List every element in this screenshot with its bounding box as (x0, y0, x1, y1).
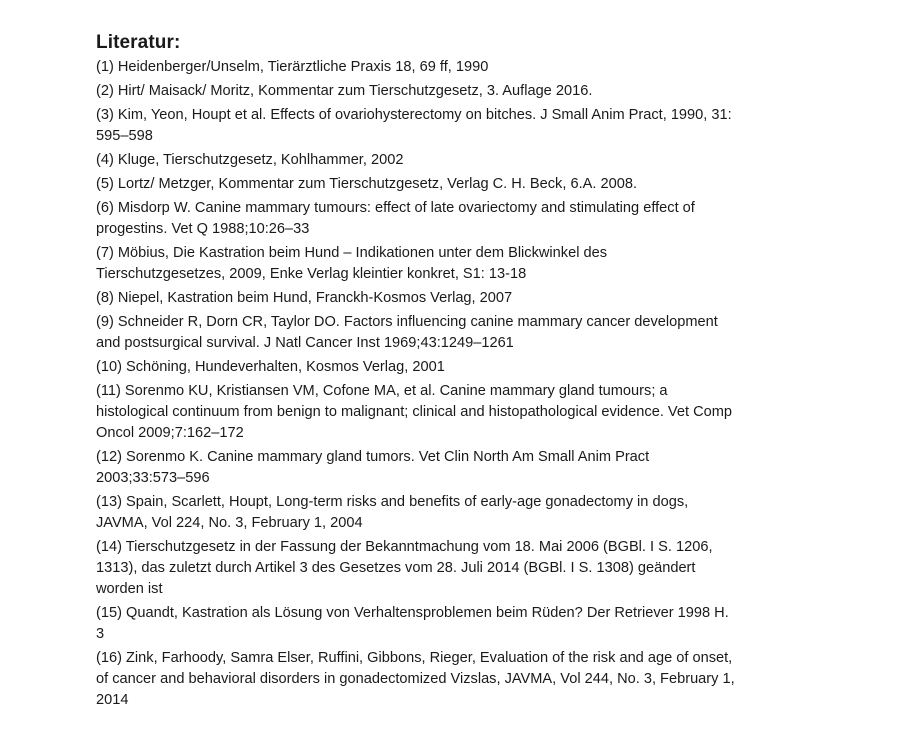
reference-item: (3) Kim, Yeon, Houpt et al. Effects of ovariohysterectomy on bitches. J Small Anim Pract, 1990, 31: 595–598 (96, 107, 732, 144)
reference-item: (1) Heidenberger/Unselm, Tierärztliche Praxis 18, 69 ff, 1990 (96, 59, 489, 75)
page-heading: Literatur: (96, 32, 181, 53)
reference-item: (13) Spain, Scarlett, Houpt, Long-term risks and benefits of early-age gonadectomy in dogs, JAVMA, Vol 224, No. 3, February 1, 2004 (96, 494, 689, 531)
reference-item: (14) Tierschutzgesetz in der Fassung der Bekanntmachung vom 18. Mai 2006 (BGBl. I S. 1206, 1313), das zuletzt durch Artikel 3 des Gesetzes vom 28. Juli 2014 (BGBl. I S. 1308) geändert worden ist (96, 539, 713, 597)
reference-item: (5) Lortz/ Metzger, Kommentar zum Tierschutzgesetz, Verlag C. H. Beck, 6.A. 2008. (96, 176, 638, 192)
reference-item: (7) Möbius, Die Kastration beim Hund – Indikationen unter dem Blickwinkel des Tierschutzgesetzes, 2009, Enke Verlag kleintier konkret, S1: 13-18 (96, 245, 608, 282)
reference-item: (4) Kluge, Tierschutzgesetz, Kohlhammer, 2002 (96, 152, 404, 168)
reference-item: (15) Quandt, Kastration als Lösung von Verhaltensproblemen beim Rüden? Der Retriever 1998 H. 3 (96, 605, 729, 642)
document-page (96, 31, 736, 714)
reference-item: (6) Misdorp W. Canine mammary tumours: effect of late ovariectomy and stimulating effect of progestins. Vet Q 1988;10:26–33 (96, 200, 695, 237)
reference-item: (16) Zink, Farhoody, Samra Elser, Ruffini, Gibbons, Rieger, Evaluation of the risk and age of onset, of cancer and behavioral disorders in gonadectomized Vizslas, JAVMA, Vol 244, No. 3, February 1, 2014 (96, 650, 735, 708)
reference-item: (10) Schöning, Hundeverhalten, Kosmos Verlag, 2001 (96, 359, 445, 375)
reference-item: (9) Schneider R, Dorn CR, Taylor DO. Factors influencing canine mammary cancer development and postsurgical survival. J Natl Cancer Inst 1969;43:1249–1261 (96, 314, 718, 351)
reference-list (96, 57, 736, 711)
reference-item: (2) Hirt/ Maisack/ Moritz, Kommentar zum Tierschutzgesetz, 3. Auflage 2016. (96, 83, 593, 99)
reference-item: (8) Niepel, Kastration beim Hund, Franckh-Kosmos Verlag, 2007 (96, 290, 513, 306)
reference-item: (11) Sorenmo KU, Kristiansen VM, Cofone MA, et al. Canine mammary gland tumours; a histological continuum from benign to malignant; clinical and histopathological evidence. Vet Comp Oncol 2009;7:162–172 (96, 383, 733, 441)
reference-item: (12) Sorenmo K. Canine mammary gland tumors. Vet Clin North Am Small Anim Pract 2003;33:573–596 (96, 449, 650, 486)
